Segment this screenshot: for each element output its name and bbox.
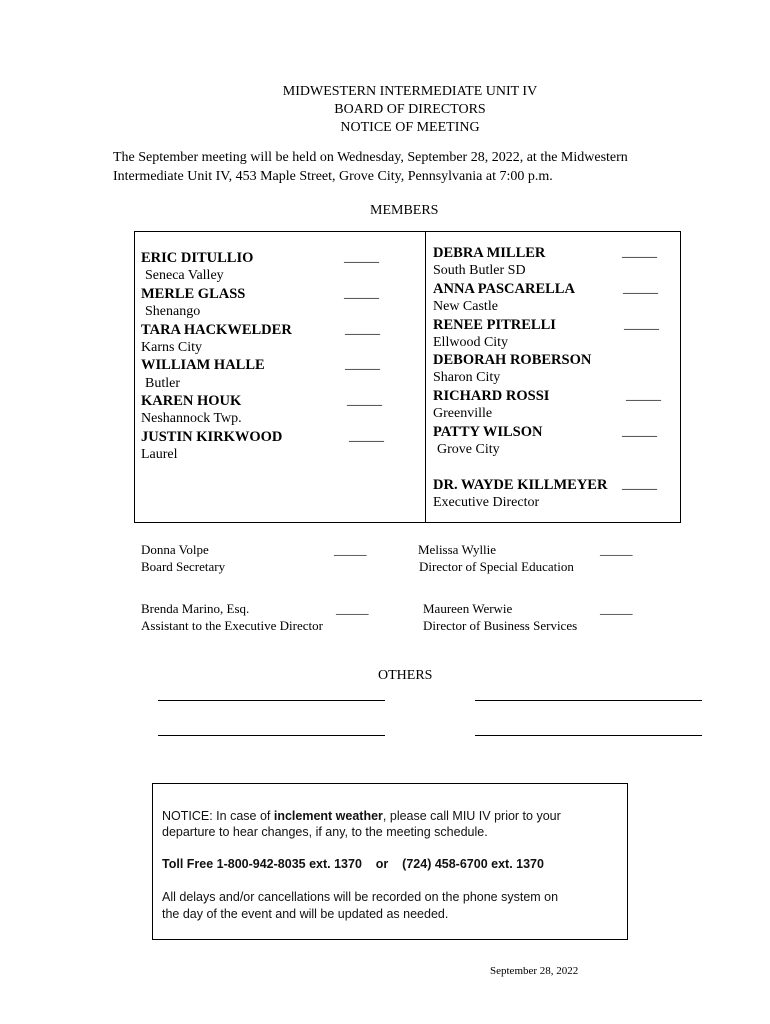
notice-delays-line-1: All delays and/or cancellations will be recorded on the phone system on: [162, 890, 559, 904]
notice-delays-line-2: the day of the event and will be updated as needed.: [162, 907, 449, 921]
signature-blank: _____: [347, 393, 382, 408]
staff-name: Melissa Wyllie: [418, 542, 497, 557]
member-name: DEBRA MILLER: [433, 245, 546, 261]
member-location: Sharon City: [433, 370, 501, 385]
signature-blank: _____: [626, 388, 661, 403]
member-name: ANNA PASCARELLA: [433, 281, 575, 297]
board-title: BOARD OF DIRECTORS: [334, 102, 486, 117]
signature-blank: _____: [624, 317, 659, 332]
signature-blank: _____: [349, 429, 384, 444]
executive-title: Executive Director: [433, 495, 540, 510]
others-signature-line: [158, 700, 385, 701]
member-name: RICHARD ROSSI: [433, 388, 550, 404]
notice-title: NOTICE OF MEETING: [340, 120, 480, 135]
staff-name: Brenda Marino, Esq.: [141, 601, 250, 616]
others-signature-line: [475, 700, 702, 701]
member-location: New Castle: [433, 299, 498, 314]
signature-blank: _____: [334, 542, 367, 557]
meeting-announcement: [113, 148, 693, 186]
member-location: South Butler SD: [433, 263, 526, 278]
member-name: KAREN HOUK: [141, 393, 242, 409]
member-name: TARA HACKWELDER: [141, 322, 292, 338]
member-location: Greenville: [433, 406, 493, 421]
members-heading: MEMBERS: [370, 203, 439, 218]
member-location: Seneca Valley: [145, 268, 224, 283]
member-name: JUSTIN KIRKWOOD: [141, 429, 283, 445]
signature-blank: _____: [622, 477, 657, 492]
signature-blank: _____: [345, 357, 380, 372]
member-name: RENEE PITRELLI: [433, 317, 556, 333]
staff-title: Assistant to the Executive Director: [141, 618, 323, 633]
notice-emphasis: inclement weather: [273, 809, 383, 823]
staff-title: Board Secretary: [141, 559, 226, 574]
member-name: DEBORAH ROBERSON: [433, 352, 592, 368]
staff-title: Director of Business Services: [423, 618, 578, 633]
announcement-line-2: Intermediate Unit IV, 453 Maple Street, Grove City, Pennsylvania at 7:00 p.m.: [113, 169, 553, 184]
others-heading: OTHERS: [378, 668, 433, 683]
org-title: MIDWESTERN INTERMEDIATE UNIT IV: [282, 84, 538, 99]
signature-blank: _____: [623, 281, 658, 296]
signature-blank: _____: [344, 250, 379, 265]
notice-suffix: , please call MIU IV prior to your: [382, 809, 561, 823]
signature-blank: _____: [336, 601, 369, 616]
members-column-divider: [425, 231, 426, 523]
announcement-line-1: The September meeting will be held on Wednesday, September 28, 2022, at the Midwestern: [113, 150, 628, 165]
signature-blank: _____: [622, 245, 657, 260]
footer-date: September 28, 2022: [490, 965, 579, 977]
member-location: Laurel: [141, 447, 178, 462]
member-location: Ellwood City: [433, 335, 509, 350]
notice-prefix: NOTICE: In case of: [162, 809, 274, 823]
member-location: Grove City: [437, 442, 500, 457]
toll-free-numbers: Toll Free 1-800-942-8035 ext. 1370 or (724) 458-6700 ext. 1370: [162, 857, 544, 871]
member-name: WILLIAM HALLE: [141, 357, 265, 373]
member-location: Shenango: [145, 304, 201, 319]
staff-name: Maureen Werwie: [423, 601, 513, 616]
notice-line-1: [162, 809, 561, 823]
staff-name: Donna Volpe: [141, 542, 209, 557]
others-signature-line: [475, 735, 702, 736]
staff-title: Director of Special Education: [419, 559, 574, 574]
member-location: Neshannock Twp.: [141, 411, 242, 426]
signature-blank: _____: [600, 542, 633, 557]
notice-line-2: departure to hear changes, if any, to the meeting schedule.: [162, 825, 488, 839]
signature-blank: _____: [344, 286, 379, 301]
signature-blank: _____: [600, 601, 633, 616]
member-name: MERLE GLASS: [141, 286, 246, 302]
signature-blank: _____: [622, 424, 657, 439]
member-name: ERIC DITULLIO: [141, 250, 254, 266]
others-signature-line: [158, 735, 385, 736]
member-location: Karns City: [141, 340, 203, 355]
member-name: PATTY WILSON: [433, 424, 543, 440]
member-location: Butler: [145, 376, 180, 391]
executive-name: DR. WAYDE KILLMEYER: [433, 477, 608, 493]
signature-blank: _____: [345, 322, 380, 337]
